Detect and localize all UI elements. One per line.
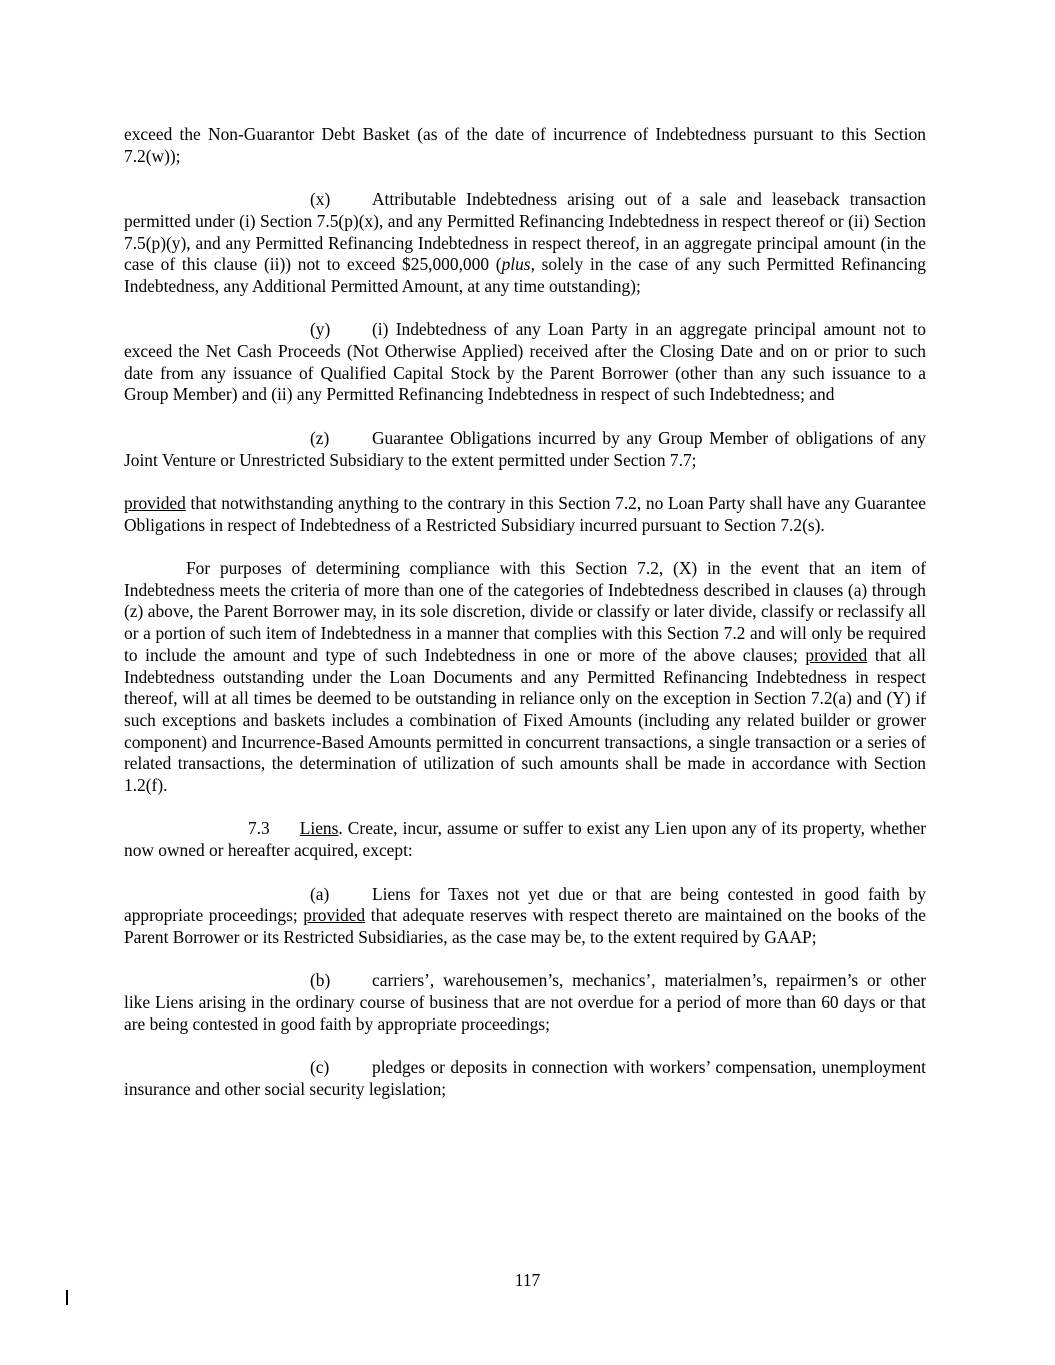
section-title: Liens: [299, 818, 339, 839]
clause-c: (c) pledges or deposits in connection with workers’ compensation, unemployment insurance and other social security legislation;: [124, 1057, 926, 1099]
clause-x: (x) Attributable Indebtedness arising out of a sale and leaseback transaction permitted under (i) Section 7.5(p)(x), and any Permitted Refinancing Indebtedness in respect thereof or (ii) Section 7.5(p)(y), and any Permitted Refinancing Indebtedness in respect thereof, in an aggregate principal amount (in the case of this clause (ii)) not to exceed $25,000,000 (plus, solely in the case of any such Permitted Refinancing Indebtedness, any Additional Permitted Amount, at any time outstanding);: [124, 189, 926, 296]
revision-change-bar: [66, 1290, 68, 1305]
clause-a: (a) Liens for Taxes not yet due or that are being contested in good faith by appropriate proceedings; provided that adequate reserves with respect thereto are maintained on the books of the Parent Borrower or its Restricted Subsidiaries, as the case may be, to the extent required by GAAP;: [124, 883, 926, 947]
section-number: 7.3: [248, 818, 270, 839]
clause-z: (z) Guarantee Obligations incurred by any Group Member of obligations of any Joint Venture or Unrestricted Subsidiary to the extent permitted under Section 7.7;: [124, 427, 926, 470]
clause-b: (b) carriers’, warehousemen’s, mechanics’, materialmen’s, repairmen’s or other like Liens arising in the ordinary course of business that are not overdue for a period of more than 60 days or that are being contested in good faith by appropriate proceedings;: [124, 970, 926, 1034]
purposes-paragraph: For purposes of determining compliance with this Section 7.2, (X) in the event that an item of Indebtedness meets the criteria of more than one of the categories of Indebtedness described in clauses (a) through (z) above, the Parent Borrower may, in its sole discretion, divide or classify or later divide, classify or reclassify all or a portion of such item of Indebtedness in a manner that complies with this Section 7.2 and will only be required to include the amount and type of such Indebtedness in one or more of the above clauses; provided that all Indebtedness outstanding under the Loan Documents and any Permitted Refinancing Indebtedness in respect thereof, will at all times be deemed to be outstanding in reliance only on the exception in Section 7.2(a) and (Y) if such exceptions and baskets includes a combination of Fixed Amounts (including any related builder or grower component) and Incurrence-Based Amounts permitted in concurrent transactions, a single transaction or a series of related transactions, the determination of utilization of such amounts shall be made in accordance with Section 1.2(f).: [124, 557, 926, 796]
clause-label: (x): [310, 189, 331, 210]
section-7-3: 7.3 Liens. Create, incur, assume or suffer to exist any Lien upon any of its property, whether now owned or hereafter acquired, except:: [124, 818, 926, 861]
clause-y: (y) (i) Indebtedness of any Loan Party in an aggregate principal amount not to exceed the Net Cash Proceeds (Not Otherwise Applied) received after the Closing Date and on or prior to such date from any issuance of Qualified Capital Stock by the Parent Borrower (other than any such issuance to a Group Member) and (ii) any Permitted Refinancing Indebtedness in respect of such Indebtedness; and: [124, 319, 926, 405]
clause-label: (c): [310, 1057, 330, 1078]
clause-label: (y): [310, 319, 331, 340]
clause-label: (z): [310, 427, 330, 448]
page-number: 117: [514, 1270, 541, 1290]
clause-label: (a): [310, 883, 330, 904]
paragraph-w-continuation: exceed the Non-Guarantor Debt Basket (as of the date of incurrence of Indebtedness pursuant to this Section 7.2(w));: [124, 124, 926, 166]
clause-label: (b): [310, 970, 331, 991]
provided-paragraph: provided that notwithstanding anything to the contrary in this Section 7.2, no Loan Party shall have any Guarantee Obligations in respect of Indebtedness of a Restricted Subsidiary incurred pursuant to Section 7.2(s).: [124, 492, 926, 535]
document-body: [124, 124, 926, 1122]
